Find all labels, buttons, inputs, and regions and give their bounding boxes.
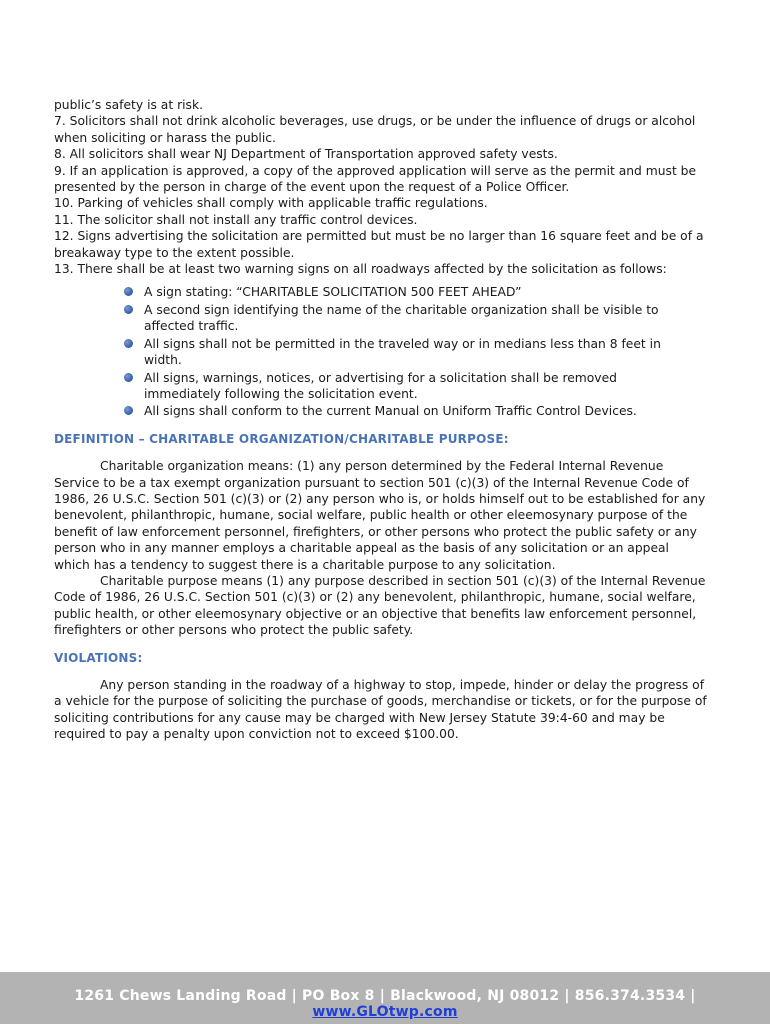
list-item [124, 336, 664, 369]
footer-bar [0, 972, 770, 1024]
rule-10: 10. Parking of vehicles shall comply with applicable traffic regulations. [54, 196, 488, 211]
list-item [124, 302, 664, 335]
rule-8: 8. All solicitors shall wear NJ Department of Transportation approved safety vests. [54, 147, 558, 162]
continuation-line: public’s safety is at risk. [54, 98, 203, 112]
list-item [124, 403, 664, 419]
definition-heading: DEFINITION – CHARITABLE ORGANIZATION/CHARITABLE PURPOSE: [54, 431, 509, 446]
bullet-icon [124, 287, 133, 296]
rule-7: 7. Solicitors shall not drink alcoholic beverages, use drugs, or be under the influence of drugs or alcohol when soliciting or harass the public. [54, 114, 696, 145]
rule-13: 13. There shall be at least two warning signs on all roadways affected by the solicitation as follows: [54, 262, 667, 277]
website-link[interactable]: www.GLOtwp.com [312, 1004, 458, 1020]
bullet-icon [124, 406, 133, 415]
charitable-organization-paragraph: Charitable organization means: (1) any person determined by the Federal Internal Revenue Service to be a tax exempt organization pursuant to section 501 (c)(3) of the Internal Revenue Code of 1986, 26 U.S.C. Section 501 (c)(3) or (2) any person who is, or holds himself out to be established for any benevolent, philanthropic, humane, social welfare, public health or other eleemosynary purpose of the benefit of law enforcement personnel, firefighters, or other persons who protect the public safety or any person who in any manner employs a charitable appeal as the basis of any solicitation or an appeal which has a tendency to suggest there is a charitable purpose to any solicitation. [54, 459, 706, 572]
bullet-icon [124, 339, 133, 348]
bullet-icon [124, 373, 133, 382]
list-item-text: All signs shall not be permitted in the traveled way or in medians less than 8 feet in width. [144, 336, 661, 368]
list-item-text: All signs shall conform to the current Manual on Uniform Traffic Control Devices. [144, 404, 637, 419]
violations-heading: VIOLATIONS: [54, 650, 143, 665]
list-item-text: A sign stating: “CHARITABLE SOLICITATION 500 FEET AHEAD” [144, 285, 522, 300]
rule-9: 9. If an application is approved, a copy of the approved application will serve as the permit and must be presented by the person in charge of the event upon the request of a Police Officer. [54, 163, 697, 195]
list-item [124, 370, 664, 403]
document-body [54, 97, 708, 743]
warning-sign-list [54, 284, 708, 419]
violations-paragraph: Any person standing in the roadway of a highway to stop, impede, hinder or delay the progress of a vehicle for the purpose of soliciting the purchase of goods, merchandise or tickets, or for the purpose of soliciting contributions for any cause may be charged with New Jersey Statute 39:4-60 and may be required to pay a penalty upon conviction not to exceed $100.00. [54, 678, 707, 742]
bullet-icon [124, 305, 133, 314]
list-item-text: All signs, warnings, notices, or advertising for a solicitation shall be removed immediately following the solicitation event. [144, 370, 617, 401]
charitable-purpose-paragraph: Charitable purpose means (1) any purpose described in section 501 (c)(3) of the Internal Revenue Code of 1986, 26 U.S.C. Section 501 (c)(3) or (2) any benevolent, philanthropic, humane, social welfare, public health, or other eleemosynary objective or an objective that benefits law enforcement personnel, firefighters or other persons who protect the public safety. [54, 573, 706, 638]
footer-address: 1261 Chews Landing Road | PO Box 8 | Blackwood, NJ 08012 | 856.374.3534 | [74, 988, 696, 1004]
rule-11: 11. The solicitor shall not install any traffic control devices. [54, 212, 418, 227]
list-item [124, 284, 664, 300]
list-item-text: A second sign identifying the name of the charitable organization shall be visible to affected traffic. [144, 302, 659, 334]
rule-12: 12. Signs advertising the solicitation are permitted but must be no larger than 16 square feet and be of a breakaway type to the extent possible. [54, 229, 704, 260]
footer-contact [0, 988, 770, 1020]
